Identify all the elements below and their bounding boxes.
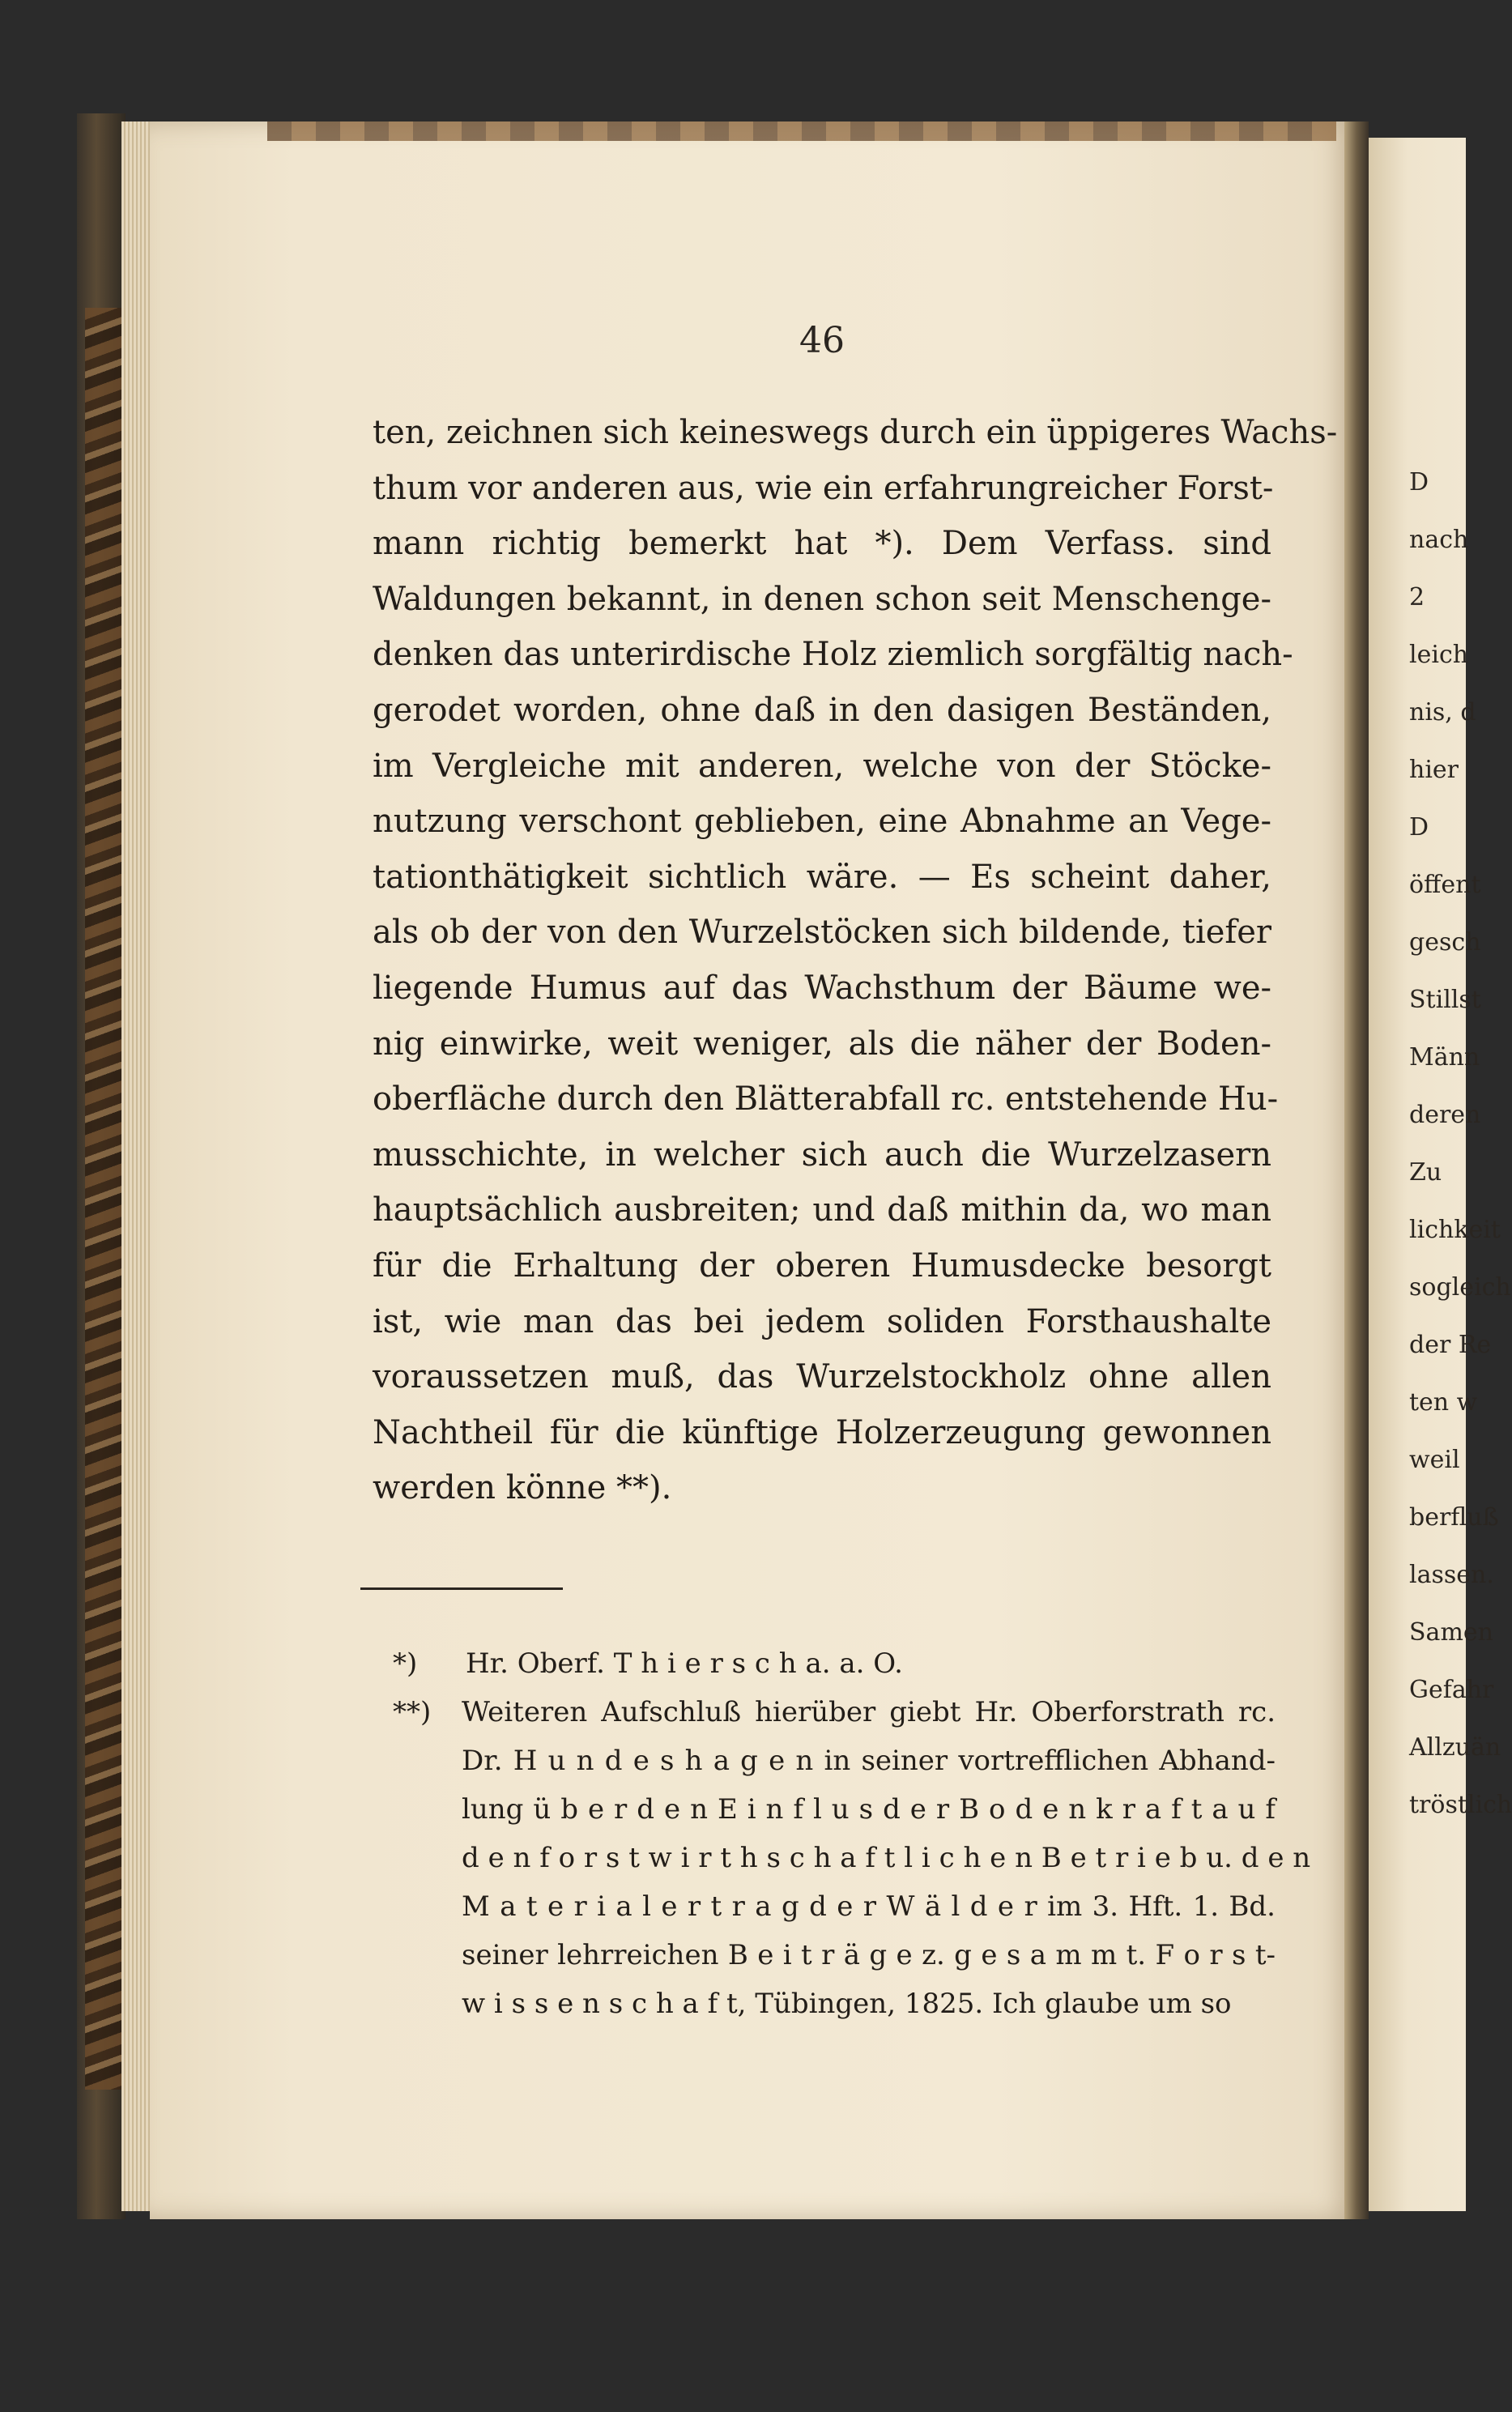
fragment: Männ [1409,1043,1480,1072]
footnote-line: Dr. H u n d e s h a g e n in seiner vortrefflichen Abhand- [462,1745,1276,1777]
body-line: voraussetzen muß, das Wurzelstockholz ohne allen [373,1358,1271,1396]
body-line: Waldungen bekannt, in denen schon seit Menschenge- [373,580,1271,618]
body-line: oberfläche durch den Blätterabfall rc. entstehende Hu- [373,1080,1279,1119]
fragment: Gefahr [1409,1676,1494,1704]
body-line: gerodet worden, ohne daß in den dasigen Beständen, [373,691,1271,729]
body-line: werden könne **). [373,1469,672,1507]
body-line: musschichte, in welcher sich auch die Wurzelzasern [373,1136,1271,1174]
fragment: lassen. [1409,1561,1494,1589]
body-line: thum vor anderen aus, wie ein erfahrungreicher Forst- [373,469,1274,507]
body-line: als ob der von den Wurzelstöcken sich bildende, tiefer [373,914,1271,952]
fragment: hier [1409,756,1459,784]
body-line: ist, wie man das bei jedem soliden Forsthaushalte [373,1302,1271,1340]
fragment: nis, d [1409,698,1476,727]
fragment: weil [1409,1446,1460,1474]
fragment: D [1409,813,1429,842]
facing-page-fragments [1409,454,1512,1834]
fragment: gesch [1409,928,1481,957]
fragment: lichkeit [1409,1216,1501,1244]
fragment: der Re [1409,1331,1492,1359]
fragment: öffent [1409,871,1481,899]
body-text [373,405,1338,1516]
fragment: Samen [1409,1618,1493,1647]
fragment: sogleich [1409,1273,1511,1302]
fragment: berfluß [1409,1503,1499,1532]
footnote-line: d e n f o r s t w i r t h s c h a f t l i c h e n B e t r i e b u. d e n [462,1842,1311,1874]
page-edges [121,121,154,2211]
footnote-line: Weiteren Aufschluß hierüber giebt Hr. Oberforstrath rc. [462,1696,1276,1728]
fragment: D [1409,468,1429,496]
fragment: 2 [1409,583,1425,612]
body-line: denken das unterirdische Holz ziemlich sorgfältig nach- [373,636,1293,674]
fragment: deren [1409,1101,1481,1129]
body-line: tationthätigkeit sichtlich wäre. — Es scheint daher, [373,858,1271,896]
body-line: liegende Humus auf das Wachsthum der Bäume we- [373,969,1271,1007]
footnote-line: lung ü b e r d e n E i n f l u s d e r B o d e n k r a f t a u f [462,1793,1276,1826]
body-line: für die Erhaltung der oberen Humusdecke besorgt [373,1246,1271,1285]
footnote-1 [393,1639,1276,1688]
fragment: ten w [1409,1388,1478,1417]
body-line: hauptsächlich ausbreiten; und daß mithin da, wo man [373,1191,1271,1229]
footnote-mark: *) [393,1647,418,1680]
fragment: tröstlich [1409,1791,1512,1819]
fragment: Stillst [1409,986,1481,1014]
body-line: nutzung verschont geblieben, eine Abnahme an Vege- [373,803,1271,841]
body-line: im Vergleiche mit anderen, welche von der Stöcke- [373,747,1271,785]
marbled-endpaper [85,308,121,2090]
footnote-line: seiner lehrreichen B e i t r ä g e z. g e s a m m t. F o r s t- [462,1939,1276,1971]
body-line: Nachtheil für die künftige Holzerzeugung gewonnen [373,1413,1271,1451]
book-gutter [1344,121,1369,2219]
fragment: Allzuän [1409,1733,1501,1762]
footnote-line: M a t e r i a l e r t r a g d e r W ä l d e r im 3. Hft. 1. Bd. [462,1890,1276,1923]
footnote-2 [393,1688,1311,2028]
footnote-mark: **) [393,1696,432,1728]
fragment: leich [1409,641,1469,669]
headband [267,121,1336,141]
footnotes [393,1639,1311,2028]
fragment: Zu [1409,1158,1442,1187]
fragment: nach [1409,526,1469,554]
footnote-line: w i s s e n s c h a f t, Tübingen, 1825. Ich glaube um so [462,1988,1232,2020]
body-line: nig einwirke, weit weniger, als die näher der Boden- [373,1025,1271,1063]
footnote-rule [360,1587,563,1590]
body-line: ten, zeichnen sich keineswegs durch ein üppigeres Wachs- [373,414,1338,451]
footnote-line: Hr. Oberf. T h i e r s c h a. a. O. [466,1647,903,1680]
body-line: mann richtig bemerkt hat *). Dem Verfass. sind [373,525,1271,563]
page-number: 46 [799,320,845,361]
